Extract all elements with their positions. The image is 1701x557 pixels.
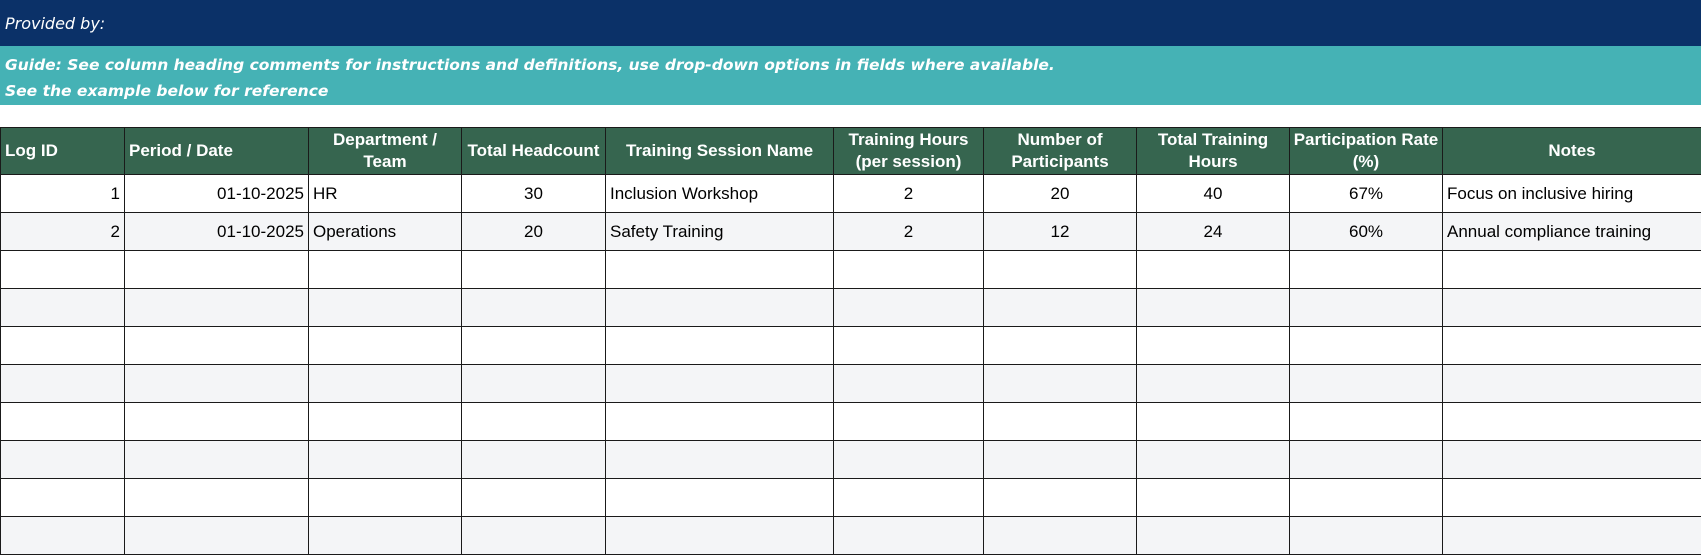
participation-rate-cell[interactable] — [1290, 403, 1443, 441]
participation-rate-cell[interactable] — [1290, 479, 1443, 517]
total-hours-cell[interactable] — [1137, 441, 1290, 479]
training-hours-cell[interactable] — [834, 327, 984, 365]
log-id-cell[interactable] — [1, 403, 125, 441]
period-date-cell[interactable] — [125, 441, 309, 479]
period-date-cell[interactable] — [125, 327, 309, 365]
table-row — [1, 289, 1701, 327]
notes-cell[interactable] — [1443, 403, 1701, 441]
table-row — [1, 251, 1701, 289]
notes-cell[interactable]: Annual compliance training — [1443, 213, 1701, 251]
notes-cell[interactable] — [1443, 251, 1701, 289]
total-hours-cell[interactable] — [1137, 289, 1290, 327]
headcount-cell[interactable] — [462, 365, 606, 403]
table-row — [1, 175, 1701, 213]
header-department-team[interactable]: Department / Team — [309, 128, 462, 175]
notes-cell[interactable] — [1443, 365, 1701, 403]
participants-cell[interactable] — [984, 479, 1137, 517]
header-period-date[interactable]: Period / Date — [125, 128, 309, 175]
total-hours-cell[interactable]: 40 — [1137, 175, 1290, 213]
log-id-cell[interactable] — [1, 479, 125, 517]
provided-by-label: Provided by: — [5, 14, 106, 33]
training-hours-cell[interactable] — [834, 365, 984, 403]
total-hours-cell[interactable] — [1137, 403, 1290, 441]
participants-cell[interactable] — [984, 365, 1137, 403]
period-date-cell[interactable] — [125, 517, 309, 555]
notes-cell[interactable] — [1443, 517, 1701, 555]
guide-line-1: Guide: See column heading comments for instructions and definitions, use drop-down options in fields where available. — [5, 56, 1055, 74]
log-id-cell[interactable] — [1, 517, 125, 555]
period-date-cell[interactable]: 01-10-2025 — [125, 213, 309, 251]
training-hours-cell[interactable] — [834, 479, 984, 517]
header-number-of-participants[interactable]: Number of Participants — [984, 128, 1137, 175]
participants-cell[interactable] — [984, 289, 1137, 327]
training-hours-cell[interactable] — [834, 403, 984, 441]
department-cell[interactable] — [309, 327, 462, 365]
notes-cell[interactable]: Focus on inclusive hiring — [1443, 175, 1701, 213]
training-log-table — [0, 127, 1701, 555]
headcount-cell[interactable] — [462, 517, 606, 555]
total-hours-cell[interactable] — [1137, 327, 1290, 365]
table-row — [1, 403, 1701, 441]
department-cell[interactable] — [309, 251, 462, 289]
training-hours-cell[interactable] — [834, 289, 984, 327]
notes-cell[interactable] — [1443, 479, 1701, 517]
header-training-session-name[interactable]: Training Session Name — [606, 128, 834, 175]
headcount-cell[interactable] — [462, 403, 606, 441]
period-date-cell[interactable] — [125, 479, 309, 517]
participation-rate-cell[interactable] — [1290, 365, 1443, 403]
provided-by-banner — [0, 0, 1701, 46]
participation-rate-cell[interactable] — [1290, 251, 1443, 289]
session-name-cell[interactable]: Safety Training — [606, 213, 834, 251]
participation-rate-cell[interactable] — [1290, 327, 1443, 365]
header-participation-rate[interactable]: Participation Rate (%) — [1290, 128, 1443, 175]
session-name-cell[interactable] — [606, 441, 834, 479]
department-cell[interactable] — [309, 289, 462, 327]
header-notes[interactable]: Notes — [1443, 128, 1701, 175]
session-name-cell[interactable] — [606, 403, 834, 441]
session-name-cell[interactable] — [606, 289, 834, 327]
headcount-cell[interactable]: 30 — [462, 175, 606, 213]
period-date-cell[interactable] — [125, 251, 309, 289]
training-hours-cell[interactable] — [834, 251, 984, 289]
table-row — [1, 213, 1701, 251]
participants-cell[interactable] — [984, 517, 1137, 555]
total-hours-cell[interactable]: 24 — [1137, 213, 1290, 251]
headcount-cell[interactable] — [462, 479, 606, 517]
participants-cell[interactable] — [984, 327, 1137, 365]
total-hours-cell[interactable] — [1137, 251, 1290, 289]
total-hours-cell[interactable] — [1137, 517, 1290, 555]
notes-cell[interactable] — [1443, 289, 1701, 327]
participants-cell[interactable]: 20 — [984, 175, 1137, 213]
session-name-cell[interactable]: Inclusion Workshop — [606, 175, 834, 213]
table-row — [1, 365, 1701, 403]
participants-cell[interactable] — [984, 251, 1137, 289]
header-row — [1, 128, 1701, 175]
period-date-cell[interactable] — [125, 365, 309, 403]
training-hours-cell[interactable]: 2 — [834, 213, 984, 251]
period-date-cell[interactable]: 01-10-2025 — [125, 175, 309, 213]
table-row — [1, 479, 1701, 517]
headcount-cell[interactable] — [462, 327, 606, 365]
log-id-cell[interactable] — [1, 365, 125, 403]
department-cell[interactable] — [309, 517, 462, 555]
headcount-cell[interactable]: 20 — [462, 213, 606, 251]
header-log-id[interactable]: Log ID — [1, 128, 125, 175]
period-date-cell[interactable] — [125, 403, 309, 441]
participation-rate-cell[interactable] — [1290, 441, 1443, 479]
participation-rate-cell[interactable]: 67% — [1290, 175, 1443, 213]
participants-cell[interactable] — [984, 403, 1137, 441]
department-cell[interactable]: HR — [309, 175, 462, 213]
header-total-headcount[interactable]: Total Headcount — [462, 128, 606, 175]
log-id-cell[interactable]: 1 — [1, 175, 125, 213]
headcount-cell[interactable] — [462, 289, 606, 327]
table-row — [1, 441, 1701, 479]
period-date-cell[interactable] — [125, 289, 309, 327]
guide-line-2: See the example below for reference — [5, 82, 329, 100]
participants-cell[interactable] — [984, 441, 1137, 479]
total-hours-cell[interactable] — [1137, 365, 1290, 403]
training-hours-cell[interactable] — [834, 441, 984, 479]
department-cell[interactable] — [309, 365, 462, 403]
department-cell[interactable]: Operations — [309, 213, 462, 251]
participants-cell[interactable]: 12 — [984, 213, 1137, 251]
log-id-cell[interactable] — [1, 289, 125, 327]
session-name-cell[interactable] — [606, 517, 834, 555]
training-hours-cell[interactable]: 2 — [834, 175, 984, 213]
log-id-cell[interactable] — [1, 441, 125, 479]
participation-rate-cell[interactable] — [1290, 289, 1443, 327]
participation-rate-cell[interactable]: 60% — [1290, 213, 1443, 251]
header-training-hours[interactable]: Training Hours (per session) — [834, 128, 984, 175]
total-hours-cell[interactable] — [1137, 479, 1290, 517]
log-id-cell[interactable] — [1, 251, 125, 289]
department-cell[interactable] — [309, 403, 462, 441]
header-total-training-hours[interactable]: Total Training Hours — [1137, 128, 1290, 175]
session-name-cell[interactable] — [606, 365, 834, 403]
log-id-cell[interactable]: 2 — [1, 213, 125, 251]
department-cell[interactable] — [309, 479, 462, 517]
participation-rate-cell[interactable] — [1290, 517, 1443, 555]
session-name-cell[interactable] — [606, 327, 834, 365]
training-hours-cell[interactable] — [834, 517, 984, 555]
table-row — [1, 327, 1701, 365]
headcount-cell[interactable] — [462, 251, 606, 289]
table-row — [1, 517, 1701, 555]
headcount-cell[interactable] — [462, 441, 606, 479]
notes-cell[interactable] — [1443, 327, 1701, 365]
guide-banner — [0, 46, 1701, 105]
notes-cell[interactable] — [1443, 441, 1701, 479]
session-name-cell[interactable] — [606, 251, 834, 289]
log-id-cell[interactable] — [1, 327, 125, 365]
session-name-cell[interactable] — [606, 479, 834, 517]
department-cell[interactable] — [309, 441, 462, 479]
